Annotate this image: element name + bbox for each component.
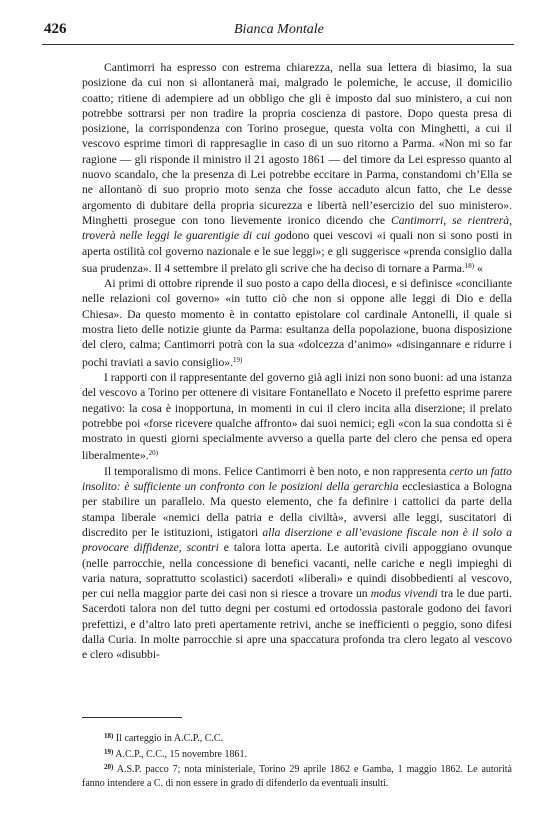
footnote-number: 18)	[104, 732, 114, 740]
paragraph	[82, 60, 512, 276]
paragraph	[82, 464, 512, 663]
text-run: Il temporalismo di mons. Felice Cantimorri è ben noto, e non rappresenta	[104, 464, 450, 478]
paragraph	[82, 276, 512, 370]
header-rule	[42, 44, 514, 45]
text-run: Cantimorri ha espresso con estrema chiarezza, nella sua lettera di biasimo, la sua posizione da cui non si allontanerà mai, malgrado le polemiche, le accuse, il domicilio coatto; ritiene di adempiere ad un obbligo che gli è imposto dal suo ministero, a cui non potrebbe sottrarsi per non tradire la propria coscienza di pastore. Dopo questa presa di posizione, la corrispondenza con Torino prosegue, questa volta con Minghetti, a cui il vescovo esprime timori di rappresaglie in caso di un suo ritorno a Parma. «Non mi so far ragione — gli risponde il ministro il 21 agosto 1861 — del timore da Lei espresso quanto al nuovo scandalo, che la presenza di Lei potrebbe eccitare in Parma, constandomi ch’Ella se ne allontanò di suo proprio moto senza che fosse accaduto alcun fatto, che Le desse argomento di dubitare della propria sicurezza e libertà nell’esercizio del suo ministero». Minghetti prosegue con tono lievemente ironico dicendo che	[82, 61, 512, 227]
text-run: Ai primi di ottobre riprende il suo posto a capo della diocesi, e si definisce «conciliante nelle relazioni col governo» «in tutto ciò che non si oppone alle leggi di Dio e della Chiesa». Da questo momento è in contatto epistolare col cardinale Antonelli, il quale si mostra lieto delle notizie giunte da Parma: esultanza della popolazione, buona disposizione del clero, calma; Cantimorri potrà con la sua «dolcezza d’animo» «disingannare e ridurre i pochi traviati a savio consiglio».	[82, 277, 512, 369]
paragraph	[82, 370, 512, 464]
page-header	[44, 21, 512, 41]
footnote-text: A.C.P., C.C., 15 novembre 1861.	[113, 748, 247, 760]
text-run: certo un fatto insolito: è sufficiente un confronto con le posizioni della gerarchia	[82, 464, 512, 494]
footnote-reference: 19)	[233, 355, 243, 364]
text-run: «	[474, 261, 483, 275]
footnote-reference: 18)	[464, 261, 475, 270]
text-run: alla diserzione e all’evasione fiscale non è il solo a provocare diffidenze, scontri	[82, 525, 512, 555]
footnotes	[82, 730, 512, 790]
running-title: Bianca Montale	[234, 22, 324, 37]
footnote-reference: 20)	[148, 449, 158, 458]
text-run: tra le due parti. Sacerdoti talora non del tutto degni per costumi ed ortodossia pastorale godono dei favori prefettizi, e d’altro lato preti apertamente retrivi, anche se inefficienti o peggio, sono difesi dalla Curia. In molte parrocchie si apre una spaccatura profonda tra clero legato al vescovo e clero «disubbi-	[82, 587, 512, 662]
footnote	[82, 730, 512, 746]
footnote-number: 20)	[104, 763, 114, 772]
body-text	[82, 60, 512, 663]
footnote-text: A.S.P. pacco 7; nota ministeriale, Torino 29 aprile 1862 e Gamba, 1 maggio 1862. Le autorità fanno intendere a C. di non essere in grado di difenderlo da eventuali insulti.	[82, 764, 512, 789]
text-run: e talora lotta aperta. Le autorità civili appoggiano ovunque (nelle parrocchie, nella concessione di benefici vacanti, nelle cariche e negli impieghi di varia natura, soprattutto scolastici) sacerdoti «liberali» e quindi disobbedienti al vescovo, per cui nella maggior parte dei casi non si riesce a trovare un	[82, 541, 512, 601]
page-number: 426	[44, 21, 67, 37]
text-run: ecclesiastica a Bologna per stabilire un parallelo. Ma questo elemento, che fa definire i cattolici da parte della stampa liberale «nemici della patria e della civiltà», avversi alle leggi, suscitatori di discredito per le istituzioni, istigatori	[82, 480, 512, 539]
footnote-number: 19)	[104, 747, 114, 756]
text-run: modus vivendi	[370, 587, 438, 601]
footnote	[82, 746, 512, 762]
text-run: Cantimorri, se rientrerà, troverà nelle leggi le guarentigie di cui go	[82, 213, 513, 243]
footnote-rule	[82, 717, 182, 718]
footnote-text: Il carteggio in A.C.P., C.C.	[113, 733, 224, 744]
footnote	[82, 761, 512, 790]
text-run: dono quei vescovi «i quali non si sono posti in aperta ostilità col governo nazionale e le sue leggi»; e gli suggerisce «prenda consiglio dalla sua prudenza». Il 4 settembre il prelato gli scrive che ha deciso di tornare a Parma.	[82, 229, 512, 275]
text-run: I rapporti con il rappresentante del governo già agli inizi non sono buoni: ad una istanza del vescovo a Torino per ottenere di visitare Fontanellato e Noceto il prefetto esprime parere negativo: la cosa è inopportuna, in momenti in cui il clero incita alla diserzione; il prelato potrebbe poi «forse ricevere qualche affronto» dai suoi nemici; egli «con la sua condotta si è mostrato in questi giorni specialmente avverso a quella parte del clero che pensa ed opera liberalmente».	[82, 370, 512, 463]
